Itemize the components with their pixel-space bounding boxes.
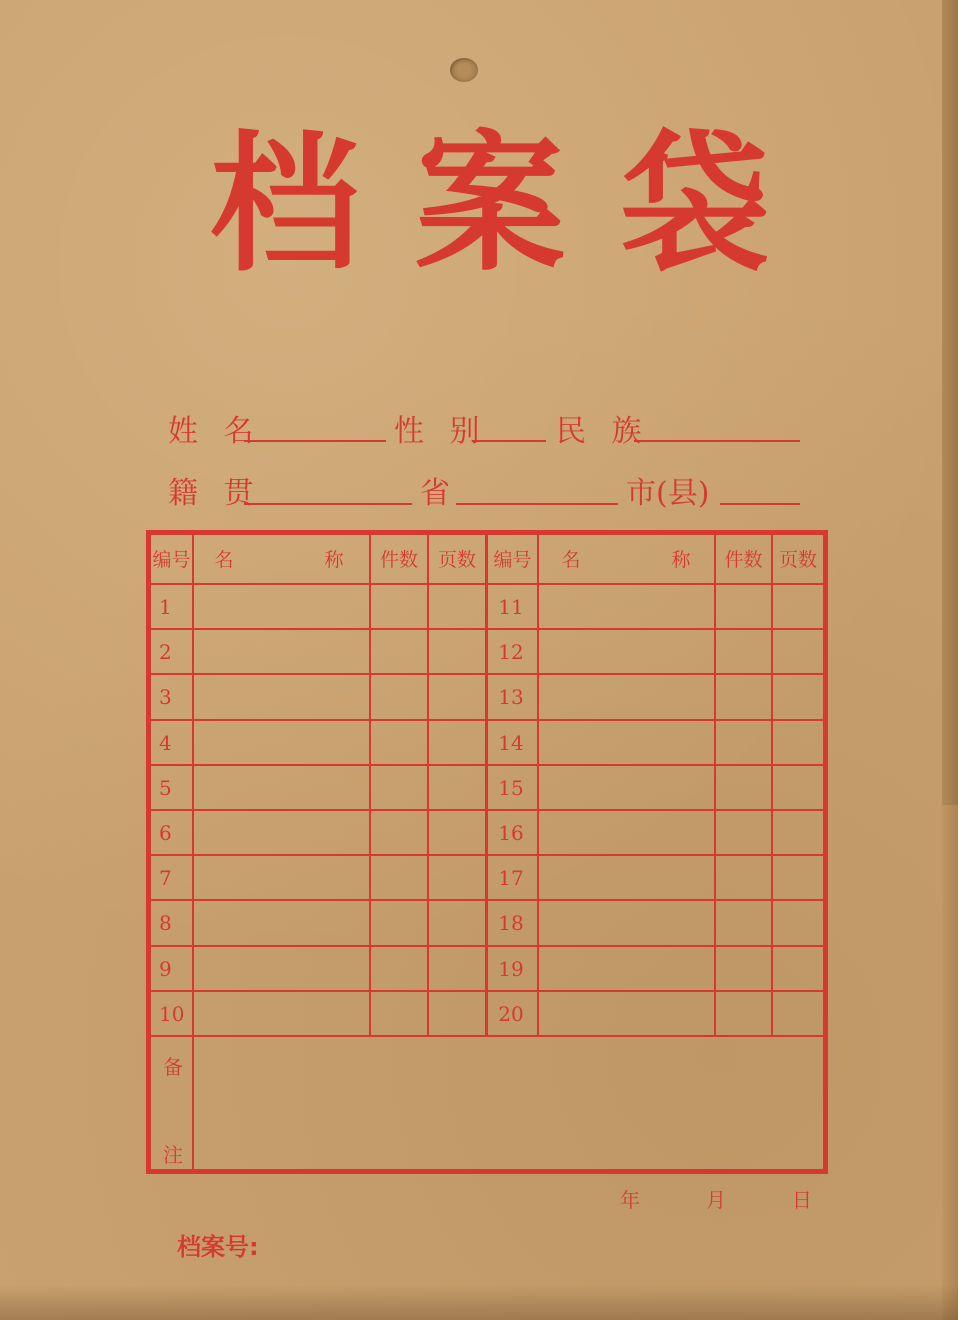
- name-line: [244, 440, 386, 442]
- row-number: 12: [498, 640, 524, 664]
- city-label: 市(县): [626, 476, 710, 511]
- row-number: 1: [159, 595, 172, 619]
- header-count: 件数: [724, 549, 763, 571]
- records-table: [146, 530, 828, 1174]
- row-divider: [151, 854, 823, 856]
- col-divider: [714, 535, 716, 1035]
- row-divider: [151, 628, 823, 630]
- ethnicity-line: [634, 440, 800, 442]
- ethnicity-label: 民 族: [556, 414, 650, 449]
- row-divider: [151, 583, 823, 585]
- date-year: 年: [620, 1188, 640, 1212]
- row-number: 13: [498, 685, 524, 709]
- gender-label: 性 别: [394, 414, 488, 449]
- row-number: 17: [498, 866, 524, 890]
- header-count: 件数: [379, 549, 418, 571]
- title-char-3: 袋: [619, 118, 770, 292]
- row-number: 15: [498, 776, 524, 800]
- col-divider: [537, 535, 539, 1035]
- title-char-2: 案: [414, 118, 565, 292]
- province-line: [456, 503, 618, 505]
- col-divider: [369, 535, 371, 1035]
- row-number: 8: [159, 911, 172, 935]
- date-month: 月: [706, 1188, 726, 1212]
- header-name-b: 称: [671, 549, 691, 571]
- date-day: 日: [792, 1188, 812, 1212]
- row-number: 10: [159, 1002, 185, 1026]
- row-divider: [151, 899, 823, 901]
- row-divider: [151, 1035, 823, 1037]
- native-place-line: [244, 503, 412, 505]
- row-divider: [151, 809, 823, 811]
- gender-line: [472, 440, 546, 442]
- header-pages: 页数: [437, 549, 476, 571]
- col-divider: [771, 535, 773, 1035]
- row-number: 11: [498, 595, 524, 619]
- row-number: 16: [498, 821, 524, 845]
- row-number: 9: [159, 957, 172, 981]
- table-center-divider: [485, 535, 488, 1035]
- header-no: 编号: [152, 549, 191, 571]
- row-number: 19: [498, 957, 524, 981]
- archive-number-label: 档案号:: [177, 1233, 259, 1261]
- row-number: 5: [159, 776, 172, 800]
- punch-hole: [450, 58, 478, 82]
- bottom-shadow: [0, 1285, 958, 1320]
- col-divider: [427, 535, 429, 1035]
- header-name-b: 称: [324, 549, 344, 571]
- row-number: 14: [498, 731, 524, 755]
- row-divider: [151, 945, 823, 947]
- envelope-edge-lower: [942, 805, 958, 1320]
- row-number: 4: [159, 731, 172, 755]
- city-line: [720, 503, 800, 505]
- row-number: 2: [159, 640, 172, 664]
- header-name-a: 名: [561, 549, 581, 571]
- envelope-title: [190, 120, 790, 290]
- row-number: 7: [159, 866, 172, 890]
- row-divider: [151, 719, 823, 721]
- row-divider: [151, 990, 823, 992]
- native-place-label: 籍 贯: [168, 476, 262, 511]
- envelope-edge: [942, 0, 958, 805]
- row-number: 6: [159, 821, 172, 845]
- title-char-1: 档: [209, 118, 360, 292]
- row-number: 18: [498, 911, 524, 935]
- row-divider: [151, 673, 823, 675]
- remarks-label-bottom: 注: [163, 1143, 183, 1167]
- remarks-divider: [192, 1035, 194, 1169]
- header-pages: 页数: [778, 549, 817, 571]
- row-number: 3: [159, 685, 172, 709]
- province-label: 省: [420, 476, 458, 511]
- col-divider: [192, 535, 194, 1035]
- header-no: 编号: [493, 549, 532, 571]
- header-name-a: 名: [214, 549, 234, 571]
- name-label: 姓 名: [168, 414, 262, 449]
- row-number: 20: [498, 1002, 524, 1026]
- row-divider: [151, 764, 823, 766]
- remarks-label-top: 备: [163, 1055, 183, 1079]
